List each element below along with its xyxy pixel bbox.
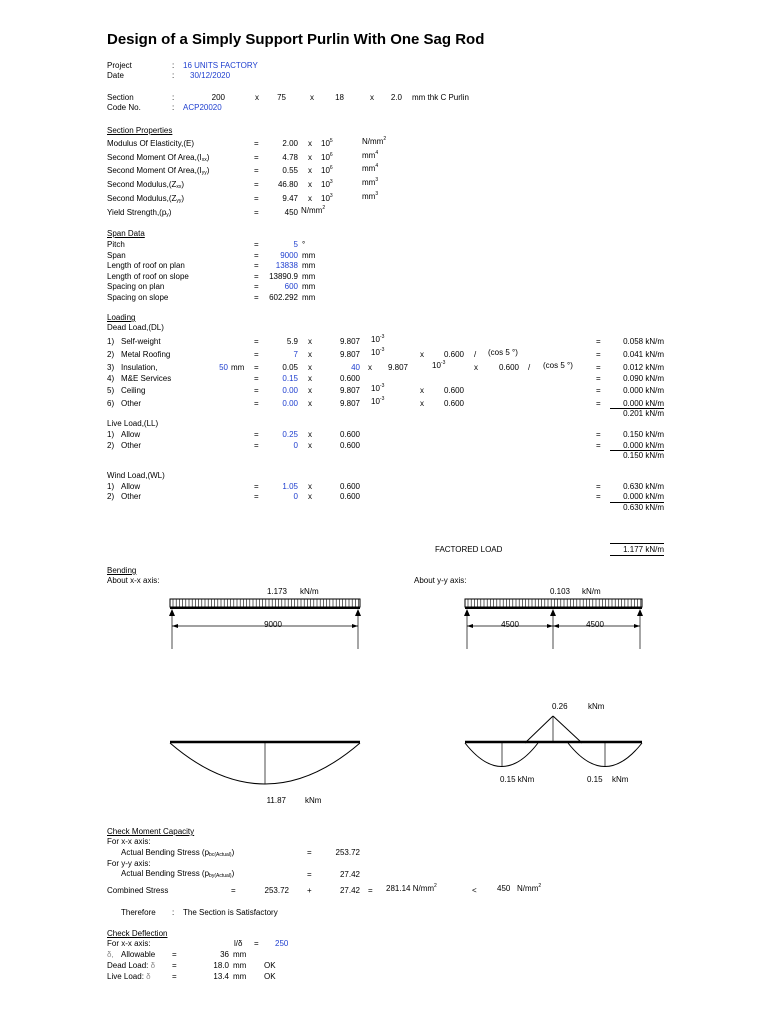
load-value: 1.05 <box>282 482 298 491</box>
equals-sign: = <box>254 386 259 395</box>
load-power: $10^{-3}$ <box>371 396 385 406</box>
times-sign: x <box>370 93 374 102</box>
load-item-label: Metal Roofing <box>121 350 171 359</box>
equals-sign: = <box>596 492 601 501</box>
times-sign: x <box>308 363 312 372</box>
deflection-unit: mm <box>233 961 247 970</box>
gravity-factor: 9.807 <box>339 399 360 408</box>
load-value: 0 <box>293 492 298 501</box>
load-total: 0.000 kN/m <box>623 399 664 408</box>
equals-sign: = <box>254 261 259 271</box>
equals-sign: = <box>254 350 259 359</box>
less-than-sign: < <box>472 886 477 895</box>
actual-bending-stress-xx-label: Actual Bending Stress (pbc(Actual)) <box>121 848 235 858</box>
slash: / <box>528 363 531 372</box>
colon: : <box>172 908 175 917</box>
load-item-label: Other <box>121 399 142 408</box>
load-value: 0.05 <box>282 363 298 372</box>
check-moment-xx-axis: For x-x axis: <box>107 837 151 846</box>
equals-sign: = <box>596 430 601 439</box>
load-item-number: 6) <box>107 399 115 408</box>
span-data-unit: ° <box>302 240 306 249</box>
equals-sign: = <box>254 374 259 383</box>
check-moment-heading: Check Moment Capacity <box>107 827 195 836</box>
gravity-factor: 9.807 <box>339 386 360 395</box>
gravity-factor: 9.807 <box>387 363 408 372</box>
spacing-factor: 0.600 <box>443 350 464 359</box>
xx-moment-value: 11.87 <box>266 796 286 805</box>
property-unit: $mm^3$ <box>362 191 379 201</box>
plus-sign: + <box>307 886 312 895</box>
load-item-label: M&E Services <box>121 374 172 383</box>
times-sign: x <box>308 386 312 395</box>
equals-sign: = <box>307 848 312 857</box>
equals-sign: = <box>596 374 601 383</box>
equals-sign: = <box>254 282 259 292</box>
xx-moment-unit: kNm <box>305 796 322 805</box>
load-total: 0.000 kN/m <box>623 386 664 395</box>
section-thickness: 2.0 <box>390 93 402 102</box>
dead-load-heading: Dead Load,(DL) <box>107 323 164 332</box>
spacing-factor: 0.600 <box>339 430 360 439</box>
equals-sign: = <box>596 337 601 346</box>
colon: : <box>172 93 175 102</box>
property-power: $10^6$ <box>321 165 333 175</box>
load-total: 0.090 kN/m <box>623 374 664 383</box>
bending-yy-label: About y-y axis: <box>414 576 467 585</box>
section-flange: 75 <box>277 93 286 102</box>
times-sign: x <box>308 399 312 408</box>
section-description: mm thk C Purlin <box>412 93 469 102</box>
live-load-heading: Live Load,(LL) <box>107 419 159 428</box>
equals-sign: = <box>254 430 259 439</box>
check-moment-yy-axis: For y-y axis: <box>107 859 151 868</box>
span-data-value: 600 <box>284 282 298 292</box>
deflection-check-result: OK <box>264 961 276 970</box>
section-properties-heading: Section Properties <box>107 126 173 135</box>
times-sign: x <box>255 93 259 102</box>
load-value: 0.00 <box>282 399 298 408</box>
load-item-label: Ceiling <box>121 386 146 395</box>
span-data-heading: Span Data <box>107 229 145 238</box>
actual-bending-stress-xx-value: 253.72 <box>335 848 360 857</box>
property-label: Second Moment Of Area,(Iyy) <box>107 166 210 176</box>
code-no-value: ACP20020 <box>183 103 222 112</box>
property-value: 9.47 <box>282 194 298 203</box>
bending-xx-label: About x-x axis: <box>107 576 160 585</box>
span-data-unit: mm <box>302 250 316 260</box>
yield-strength-unit: $N/mm^2$ <box>301 205 326 215</box>
xx-load-unit: kN/m <box>300 587 319 596</box>
moment-conclusion: The Section is Satisfactory <box>183 908 278 917</box>
spacing-factor: 0.600 <box>339 441 360 450</box>
load-item-number: 1) <box>107 482 115 491</box>
load-item-number: 2) <box>107 350 115 359</box>
equals-sign: = <box>254 939 259 948</box>
span-data-value: 13890.9 <box>269 271 298 281</box>
deflection-value: 13.4 <box>213 972 229 981</box>
yy-moment-top-unit: kNm <box>588 702 605 711</box>
yy-moment-top-value: 0.26 <box>552 702 568 711</box>
span-data-label: Spacing on plan <box>107 282 165 292</box>
dead-load-sum: 0.201 kN/m <box>623 409 664 418</box>
section-depth: 200 <box>211 93 225 102</box>
equals-sign: = <box>596 399 601 408</box>
load-total: 0.000 kN/m <box>623 441 664 450</box>
code-no-label: Code No. <box>107 103 141 112</box>
span-data-label: Span <box>107 250 126 260</box>
equals-sign: = <box>596 350 601 359</box>
property-value: 46.80 <box>277 180 298 189</box>
equals-sign: = <box>254 492 259 501</box>
equals-sign: = <box>254 166 259 175</box>
times-sign: x <box>308 337 312 346</box>
equals-sign: = <box>254 441 259 450</box>
equals-sign: = <box>254 293 259 302</box>
spacing-factor: 0.600 <box>443 399 464 408</box>
equals-sign: = <box>231 886 236 895</box>
property-power: $10^3$ <box>321 193 333 203</box>
property-unit: $N/mm^2$ <box>362 136 387 146</box>
times-sign: x <box>420 386 424 395</box>
equals-sign: = <box>254 482 259 491</box>
span-data-unit: mm <box>302 271 316 281</box>
property-label: Modulus Of Elasticity,(E) <box>107 139 194 148</box>
yy-span-left-value: 4500 <box>501 620 519 629</box>
wind-load-heading: Wind Load,(WL) <box>107 471 165 480</box>
equals-sign: = <box>596 363 601 372</box>
times-sign: x <box>308 180 312 189</box>
cos-pitch: (cos 5 °) <box>543 361 573 370</box>
load-value: 0 <box>293 441 298 450</box>
equals-sign: = <box>172 972 177 981</box>
deflection-label: Dead Load: δ <box>107 961 156 970</box>
spacing-factor: 0.600 <box>339 492 360 501</box>
project-label: Project <box>107 61 132 70</box>
times-sign: x <box>368 363 372 372</box>
load-item-label: Insulation, <box>121 363 158 372</box>
yy-moment-right-value: 0.15 <box>587 775 603 784</box>
times-sign: x <box>308 350 312 359</box>
equals-sign: = <box>368 886 373 895</box>
span-data-value: 9000 <box>280 250 298 260</box>
load-value: 7 <box>293 350 298 359</box>
xx-span-value: 9000 <box>264 620 282 629</box>
section-lip: 18 <box>335 93 344 102</box>
load-total: 0.150 kN/m <box>623 430 664 439</box>
insulation-thickness: 50 <box>219 363 228 372</box>
equals-sign: = <box>254 153 259 162</box>
therefore-label: Therefore <box>121 908 156 917</box>
deflection-check-result: OK <box>264 972 276 981</box>
span-data-unit: mm <box>302 261 316 271</box>
check-deflection-heading: Check Deflection <box>107 929 168 938</box>
load-item-number: 5) <box>107 386 115 395</box>
deflection-label: Live Load: δ <box>107 972 151 981</box>
property-value: 2.00 <box>282 139 298 148</box>
check-deflection-xx-axis: For x-x axis: <box>107 939 151 948</box>
times-sign: x <box>308 430 312 439</box>
equals-sign: = <box>596 441 601 450</box>
spacing-factor: 0.600 <box>339 482 360 491</box>
times-sign: x <box>308 374 312 383</box>
yield-strength-value: 450 <box>284 208 298 217</box>
equals-sign: = <box>596 386 601 395</box>
property-unit: $mm^4$ <box>362 163 379 173</box>
deflection-value: 18.0 <box>213 961 229 970</box>
equals-sign: = <box>254 250 259 260</box>
load-power: $10^{-3}$ <box>371 334 385 344</box>
span-data-unit: mm <box>302 282 316 292</box>
times-sign: x <box>308 153 312 162</box>
load-item-label: Allow <box>121 430 141 439</box>
xx-load-value: 1.173 <box>266 587 287 596</box>
project-value: 16 UNITS FACTORY <box>183 61 258 70</box>
property-label: Second Modulus,(Zyy) <box>107 194 185 204</box>
load-total: 0.058 kN/m <box>623 337 664 346</box>
combined-stress-result: 281.14 $N/mm^2$ <box>386 883 437 893</box>
date-label: Date <box>107 71 124 80</box>
actual-bending-stress-yy-label: Actual Bending Stress (pby(Actual)) <box>121 869 235 879</box>
equals-sign: = <box>254 180 259 189</box>
factored-load-value: 1.177 kN/m <box>623 545 664 554</box>
times-sign: x <box>308 482 312 491</box>
times-sign: x <box>310 93 314 102</box>
factored-load-label: FACTORED LOAD <box>435 545 503 554</box>
span-data-unit: mm <box>302 293 316 302</box>
yy-moment-left-value: 0.15 kNm <box>500 775 535 784</box>
property-power: $10^3$ <box>321 179 333 189</box>
stress-limit: 450 $N/mm^2$ <box>497 883 542 893</box>
load-item-number: 4) <box>107 374 115 383</box>
insulation-density: 40 <box>351 363 360 372</box>
wind-load-sum: 0.630 kN/m <box>623 503 664 512</box>
load-item-label: Other <box>121 441 142 450</box>
load-power: $10^{-3}$ <box>371 347 385 357</box>
span-data-label: Length of roof on slope <box>107 271 189 281</box>
deflection-label: Allowable <box>121 950 156 959</box>
spacing-factor: 0.600 <box>339 374 360 383</box>
equals-sign: = <box>172 950 177 959</box>
load-total: 0.000 kN/m <box>623 492 664 501</box>
load-item-number: 1) <box>107 430 115 439</box>
property-value: 4.78 <box>282 153 298 162</box>
load-item-label: Allow <box>121 482 141 491</box>
equals-sign: = <box>172 961 177 970</box>
property-label: Second Moment Of Area,(Ixx) <box>107 153 210 163</box>
equals-sign: = <box>596 482 601 491</box>
combined-stress-yy: 27.42 <box>339 886 360 895</box>
load-value: 0.25 <box>282 430 298 439</box>
load-item-number: 3) <box>107 363 115 372</box>
date-value: 30/12/2020 <box>190 71 231 80</box>
yy-moment-right-unit: kNm <box>612 775 629 784</box>
times-sign: x <box>308 139 312 148</box>
times-sign: x <box>474 363 478 372</box>
equals-sign: = <box>254 363 259 372</box>
load-item-number: 2) <box>107 441 115 450</box>
load-power: $10^{-3}$ <box>371 383 385 393</box>
load-power: $10^{-3}$ <box>432 360 446 370</box>
load-item-label: Other <box>121 492 142 501</box>
property-label: Second Modulus,(Zxx) <box>107 180 185 190</box>
span-deflection-ratio-value: 250 <box>275 939 289 948</box>
actual-bending-stress-yy-value: 27.42 <box>339 870 360 879</box>
insulation-thickness-unit: mm <box>231 363 245 372</box>
span-data-value: 5 <box>293 240 298 249</box>
live-load-sum: 0.150 kN/m <box>623 451 664 460</box>
yy-span-right-value: 4500 <box>586 620 604 629</box>
times-sign: x <box>420 399 424 408</box>
equals-sign: = <box>254 399 259 408</box>
spacing-factor: 0.600 <box>443 386 464 395</box>
equals-sign: = <box>254 337 259 346</box>
span-data-label: Length of roof on plan <box>107 261 185 271</box>
times-sign: x <box>420 350 424 359</box>
property-unit: $mm^3$ <box>362 177 379 187</box>
span-data-value: 13838 <box>275 261 298 271</box>
equals-sign: = <box>254 208 259 217</box>
deflection-symbol: δ, <box>107 950 114 959</box>
yy-load-value: 0.103 <box>549 587 570 596</box>
span-deflection-ratio-label: l/δ <box>234 939 243 948</box>
property-power: $10^6$ <box>321 152 333 162</box>
combined-stress-xx: 253.72 <box>264 886 289 895</box>
load-total: 0.041 kN/m <box>623 350 664 359</box>
colon: : <box>172 103 175 112</box>
load-total: 0.012 kN/m <box>623 363 664 372</box>
span-data-label: Pitch <box>107 240 125 249</box>
yy-load-unit: kN/m <box>582 587 601 596</box>
load-item-number: 2) <box>107 492 115 501</box>
property-value: 0.55 <box>282 166 298 175</box>
load-value: 0.00 <box>282 386 298 395</box>
slash: / <box>474 350 477 359</box>
cos-pitch: (cos 5 °) <box>488 348 518 357</box>
colon: : <box>172 71 175 80</box>
equals-sign: = <box>254 194 259 203</box>
equals-sign: = <box>307 870 312 879</box>
span-data-label: Spacing on slope <box>107 293 169 302</box>
load-value: 5.9 <box>286 337 298 346</box>
load-value: 0.15 <box>282 374 298 383</box>
page-title: Design of a Simply Support Purlin With One Sag Rod <box>107 31 485 48</box>
load-total: 0.630 kN/m <box>623 482 664 491</box>
section-label: Section <box>107 93 134 102</box>
property-power: $10^5$ <box>321 138 333 148</box>
deflection-unit: mm <box>233 950 247 959</box>
deflection-value: 36 <box>220 950 229 959</box>
gravity-factor: 9.807 <box>339 337 360 346</box>
times-sign: x <box>308 492 312 501</box>
times-sign: x <box>308 441 312 450</box>
load-item-number: 1) <box>107 337 115 346</box>
equals-sign: = <box>254 271 259 281</box>
colon: : <box>172 61 175 70</box>
equals-sign: = <box>254 139 259 148</box>
combined-stress-label: Combined Stress <box>107 886 169 895</box>
loading-heading: Loading <box>107 313 136 322</box>
load-item-label: Self-weight <box>121 337 161 346</box>
times-sign: x <box>308 166 312 175</box>
times-sign: x <box>308 194 312 203</box>
deflection-unit: mm <box>233 972 247 981</box>
bending-heading: Bending <box>107 566 137 575</box>
property-unit: $mm^4$ <box>362 150 379 160</box>
yield-strength-label: Yield Strength,(py) <box>107 208 172 218</box>
equals-sign: = <box>254 240 259 249</box>
spacing-factor: 0.600 <box>498 363 519 372</box>
span-data-value: 602.292 <box>269 293 298 302</box>
gravity-factor: 9.807 <box>339 350 360 359</box>
